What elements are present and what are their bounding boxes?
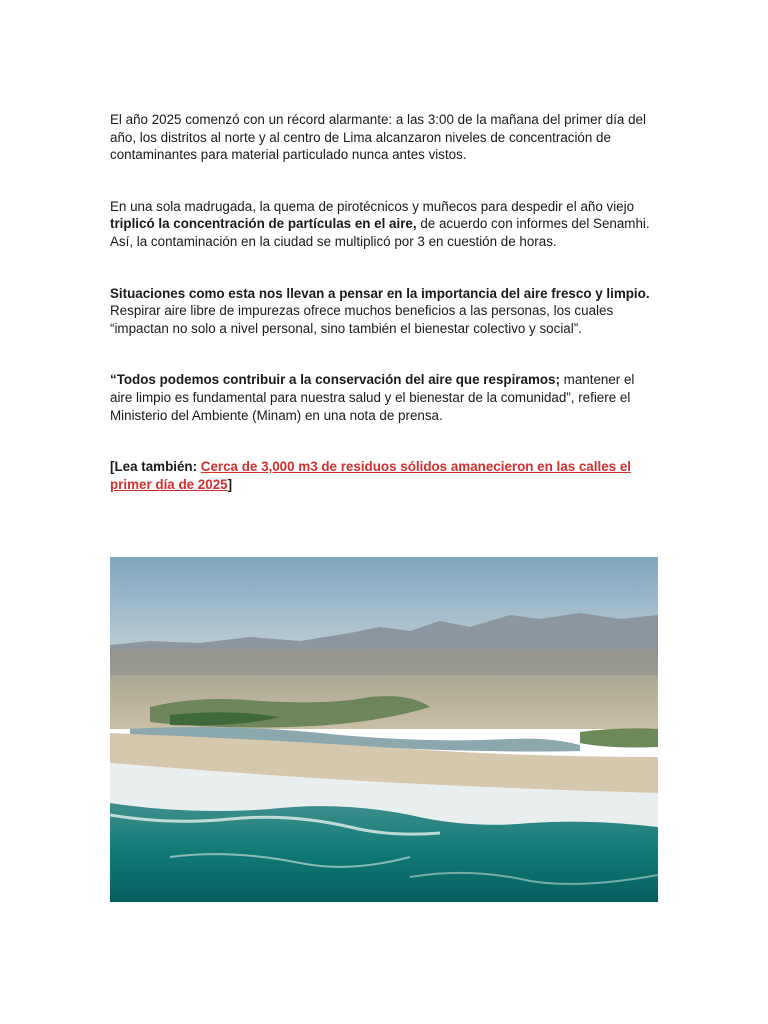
read-also-link[interactable]: Cerca de 3,000 m3 de residuos sólidos amanecieron en las calles el primer día de 2025 — [110, 459, 631, 492]
read-also-open: [Lea también: — [110, 459, 201, 475]
coastal-aerial-photo — [110, 557, 658, 902]
paragraph-2-post: de acuerdo con informes del Senamhi. Así, la contaminación en la ciudad se multiplicó por 3 en cuestión de horas. — [110, 216, 650, 249]
article-body — [110, 111, 650, 493]
paragraph-2-pre: En una sola madrugada, la quema de pirotécnicos y muñecos para despedir el año viejo — [110, 198, 635, 214]
paragraph-4-post: mantener el aire limpio es fundamental para nuestra salud y el bienestar de la comunidad”, refiere el Ministerio del Ambiente (Minam) en una nota de prensa. — [110, 372, 635, 423]
paragraph-4-bold: “Todos podemos contribuir a la conservación del aire que respiramos; — [110, 372, 560, 388]
read-also-close: ] — [227, 476, 233, 492]
paragraph-4 — [110, 371, 650, 424]
paragraph-3-bold: Situaciones como esta nos llevan a pensar en la importancia del aire fresco y limpio. — [110, 285, 650, 301]
paragraph-2-bold: triplicó la concentración de partículas en el aire, — [110, 216, 417, 232]
read-also — [110, 458, 650, 493]
paragraph-3 — [110, 285, 650, 338]
paragraph-2 — [110, 198, 650, 251]
paragraph-1-text: El año 2025 comenzó con un récord alarmante: a las 3:00 de la mañana del primer día del año, los distritos al norte y al centro de Lima alcanzaron niveles de concentración de contaminantes para material particulado nunca antes vistos. — [110, 112, 646, 163]
paragraph-1 — [110, 111, 650, 164]
paragraph-3-post: Respirar aire libre de impurezas ofrece muchos beneficios a las personas, los cuales “impactan no solo a nivel personal, sino también el bienestar colectivo y social”. — [110, 303, 614, 336]
